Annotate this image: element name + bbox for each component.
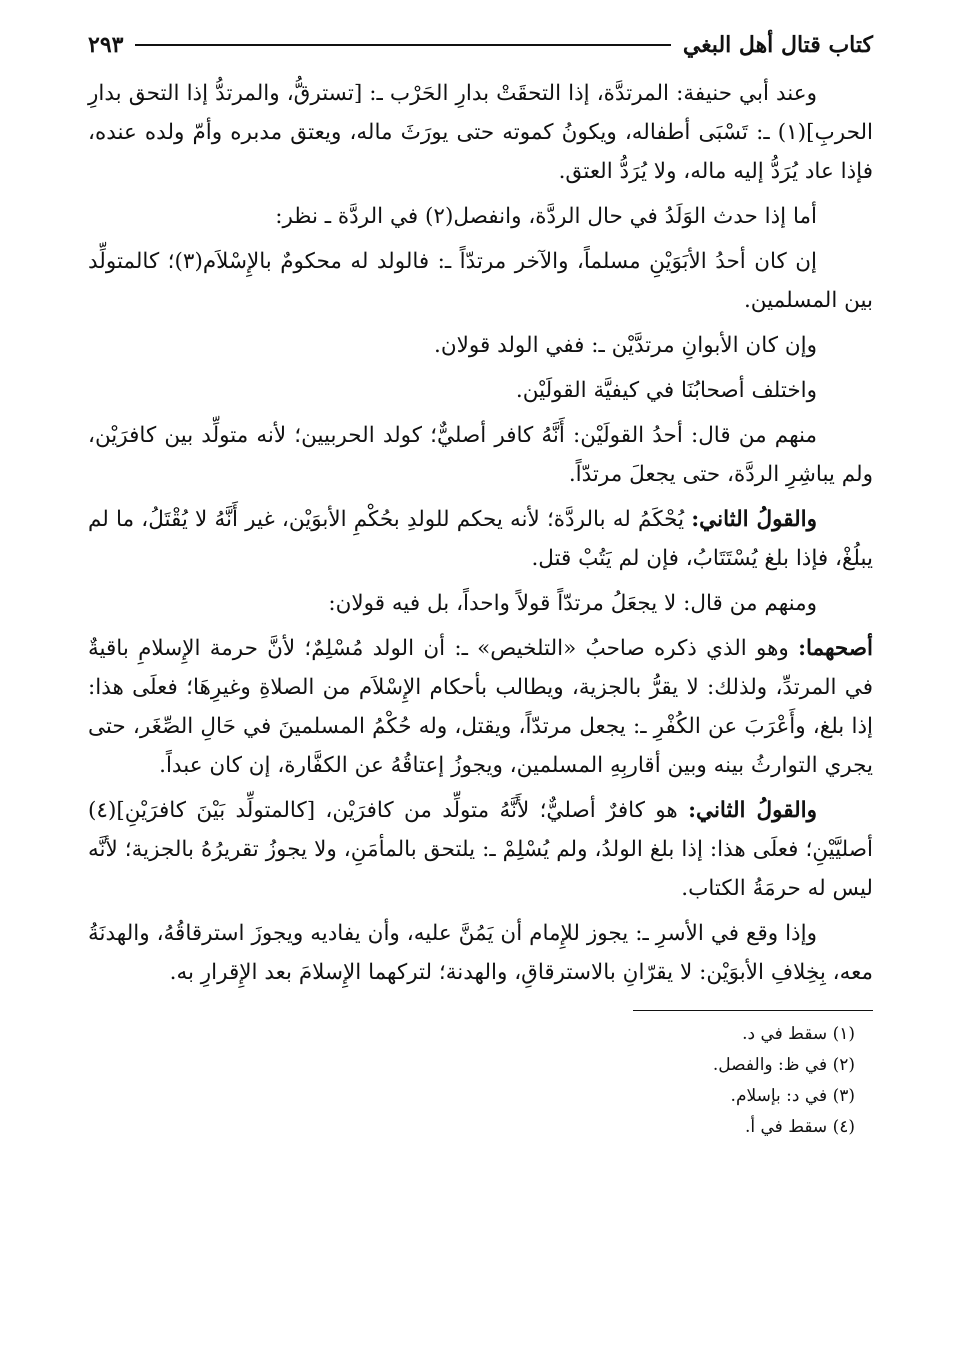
- paragraph-text: يُحْكَمُ له بالردَّة؛ لأنه يحكم للولدِ بحُكْمِ الأبوَيْن، غير أَنَّهُ لا يُقْتَلُ، ما لم يبلُغْ، فإذا بلغ يُسْتَتَابُ، فإن لم يَتُبْ قتل.: [88, 507, 873, 571]
- footnote: (٤) سقط في أ.: [744, 1117, 855, 1137]
- paragraph-text: وإذا وقع في الأسرِ ـ: يجوز للإِمام أن يَمُنَّ عليه، وأن يفاديه ويجوزَ استرقاقُهُ، والهدنَةُ معه، بِخِلافِ الأبوَيْن: لا يقرّانِ بالاسترقاقِ، والهدنة؛ لتركهما الإِسلامَ بعد الإِقرارِ به.: [88, 921, 873, 985]
- paragraph: [88, 326, 873, 365]
- paragraph-lead: والقولُ الثاني:: [688, 798, 817, 823]
- page-number: ٢٩٣: [88, 32, 124, 58]
- paragraph-text: أما إذا حدث الوَلَدُ في حال الردَّة، وانفصل(٢) في الردَّة ـ نظر:: [275, 204, 817, 229]
- paragraph-text: إن كان أحدُ الأبَوَيْنِ مسلماً، والآخر مرتدّاً ـ: فالولد له محكومٌ بالإِسْلاَم(٣)؛ كالمتولِّد بين المسلمين.: [88, 249, 873, 313]
- footnote: (٣) في د: بإسلام.: [730, 1086, 855, 1106]
- footnote-separator: [633, 1010, 873, 1011]
- paragraph: [88, 791, 873, 908]
- paragraph: [88, 416, 873, 494]
- paragraph-lead: أصحهما:: [798, 636, 873, 661]
- paragraph: [88, 242, 873, 320]
- footnote: (١) سقط في د.: [742, 1024, 855, 1044]
- paragraph: [88, 74, 873, 191]
- paragraph-text: هو كافرٌ أصليٌّ؛ لأَنَّهُ متولِّد من كافرَيْن، [كالمتولِّد بَيْنَ كافرَيْنِ](٤) أصليَّيْنِ؛ فعلَى هذا: إذا بلغ الولدُ، ولم يُسْلِمْ ـ: يلتحق بالمأمَنِ، ولا يجوزُ تقريرُهُ بالجزية؛ لأنَّه ليس له حرمَةُ الكتاب.: [88, 798, 873, 901]
- header-rule: [135, 44, 670, 46]
- footnotes: [88, 1019, 873, 1143]
- main-text: [88, 74, 873, 992]
- paragraph-text: واختلف أصحابُنَا في كيفيَّة القولَيْن.: [515, 378, 817, 403]
- paragraph: [88, 629, 873, 785]
- paragraph: [88, 914, 873, 992]
- paragraph-text: وهو الذي ذكره صاحبُ «التلخيص» ـ: أن الولد مُسْلِمٌ؛ لأنَّ حرمة الإِسلامِ باقيةٌ في المرتدِّ، ولذلك: لا يقرُّ بالجزية، ويطالب بأحكام الإِسْلاَم من الصلاةِ وغيرِهَا؛ فعلَى هذا: إذا بلغ، وأَعْرَبَ عن الكُفْرِ ـ: يجعل مرتدّاً، ويقتل، وله حُكْمُ المسلمينَ في حَالِ الصِّغَر، حتى يجري التوارثُ بينه وبين أقاربِهِ المسلمين، ويجوزُ إعتاقُهُ عن الكفَّارة، إن كان عبداً.: [88, 636, 873, 778]
- paragraph: [88, 197, 873, 236]
- page-header: [88, 22, 873, 68]
- paragraph: [88, 500, 873, 578]
- paragraph-text: ومنهم من قال: لا يجعَلُ مرتدّاً قولاً واحداً، بل فيه قولان:: [328, 591, 817, 616]
- running-title: كتاب قتال أهل البغي: [682, 32, 873, 58]
- document-page: [88, 22, 873, 1342]
- paragraph-text: وعند أبي حنيفة: المرتدَّة، إذا التحقَتْ بدارِ الحَرْب ـ: [تسترقُّ، والمرتدُّ إذا التحق بدارِ الحربِ](١) ـ: تَسْبَى أطفاله، ويكونُ كموته حتى يورَثَ ماله، ويعتق مدبره وأمّ ولده عنده، فإذا عاد يُرَدُّ إليه ماله، ولا يُرَدُّ العتق.: [88, 81, 873, 184]
- paragraph: [88, 584, 873, 623]
- footnote: (٢) في ظ: والفصل.: [712, 1055, 855, 1075]
- paragraph-text: وإن كان الأبوانِ مرتدَّيْن ـ: ففي الولد قولان.: [433, 333, 817, 358]
- paragraph: [88, 371, 873, 410]
- paragraph-text: منهم من قال: أحدُ القولَيْن: أَنَّهُ كافر أصليٌّ؛ كولد الحربيين؛ لأنه متولِّد بين كافرَيْن، ولم يباشِرِ الردَّة، حتى يجعلَ مرتدّاً.: [88, 423, 873, 487]
- paragraph-lead: والقولُ الثاني:: [691, 507, 817, 532]
